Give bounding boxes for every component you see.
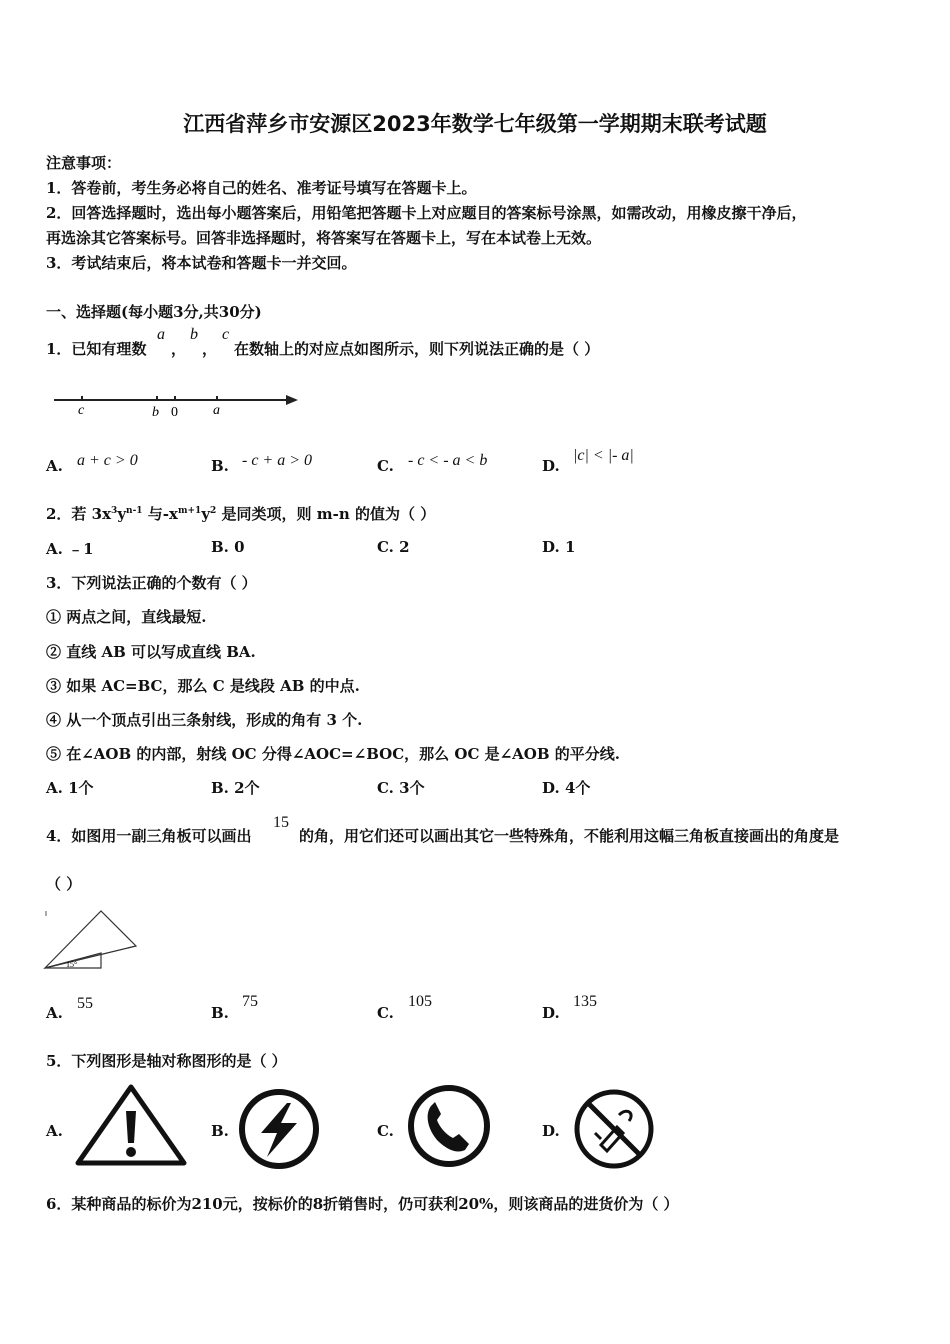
page-title: 江西省萍乡市安源区2023年数学七年级第一学期期末联考试题 [183,112,767,136]
q5-option-d-letter[interactable]: D. [542,1122,560,1140]
q2-option-a-value: ﹣1 [68,540,94,558]
q2-part-5: 是同类项，则 m-n 的值为（ ） [216,505,436,523]
q4-option-a-value: 55 [77,995,93,1012]
q3-option-a-letter: A. [46,779,63,797]
q2-option-b[interactable] [211,538,245,556]
q2-option-c[interactable] [377,538,410,556]
q3-option-b[interactable] [211,777,260,798]
q1-sep-2: ， [202,340,218,358]
warning-sign-icon [74,1083,188,1167]
q1-option-b-expr: - c + a > 0 [242,452,313,469]
q3-option-d-letter: D. [542,779,560,797]
q2-option-b-value: 0 [234,538,245,556]
axis-label-a: a [213,403,220,418]
q1-option-d-letter[interactable]: D. [542,457,560,475]
q1-stem-suffix: 在数轴上的对应点如图所示，则下列说法正确的是（ ） [234,340,600,358]
q1-option-d-expr: |c| < |- a| [573,447,634,464]
q4-option-b-letter[interactable]: B. [211,1004,229,1022]
q2-sup-2: n-1 [126,506,143,516]
q2-sup-1: 3 [111,506,118,516]
q1-stem-prefix: 1．已知有理数 [46,340,147,358]
q2-option-d-value: 1 [564,538,576,556]
q1-option-c-expr: - c < - a < b [408,452,488,469]
q1-option-a-letter[interactable]: A. [46,457,63,475]
q1-option-c-letter[interactable]: C. [377,457,394,475]
q3-option-d-value: 4个 [564,779,591,797]
q2-option-a-letter: A. [46,540,63,558]
q4-stem-suffix: 的角，用它们还可以画出其它一些特殊角，不能利用这幅三角板直接画出的角度是 [299,827,840,845]
q2-stem [46,503,435,524]
notice-item-3: 3．考试结束后，将本试卷和答题卡一并交回。 [46,254,357,272]
notice-item-1: 1．答卷前，考生务必将自己的姓名、准考证号填写在答题卡上。 [46,179,477,197]
q5-stem: 5．下列图形是轴对称图形的是（ ） [46,1052,287,1070]
q2-part-3: 与-x [142,505,178,523]
q4-angle: 15 [273,814,289,831]
q1-option-b-letter[interactable]: B. [211,457,229,475]
figure-angle-label: 15° [66,960,78,969]
q4-option-d-letter[interactable]: D. [542,1004,560,1022]
number-line-arrow [286,395,298,405]
q3-option-b-letter: B. [211,779,229,797]
lightning-bolt-icon [237,1087,321,1171]
q2-part-4: y [201,505,211,523]
axis-label-0: 0 [171,405,178,420]
no-smoking-icon [571,1087,657,1171]
q4-option-c-letter[interactable]: C. [377,1004,394,1022]
q1-option-a-expr: a + c > 0 [77,452,138,469]
telephone-icon [405,1084,493,1168]
q3-statement-5: ⑤ 在∠AOB 的内部，射线 OC 分得∠AOC=∠BOC，那么 OC 是∠AOB 的平分线. [46,745,621,763]
q3-option-a-value: 1个 [68,779,94,797]
q4-stem-paren: （ ） [46,875,82,893]
q4-option-b-value: 75 [242,993,258,1010]
q2-option-b-letter: B. [211,538,229,556]
q3-statement-3: ③ 如果 AC=BC，那么 C 是线段 AB 的中点. [46,677,360,695]
notice-item-2a: 2．回答选择题时，选出每小题答案后，用铅笔把答题卡上对应题目的答案标号涂黑，如需改动，用橡皮擦干净后， [46,204,807,222]
q3-option-b-value: 2个 [234,779,260,797]
angle-ray [45,946,136,968]
q2-part-1: 2．若 3x [46,505,112,523]
q3-option-c-value: 3个 [399,779,425,797]
q3-option-c[interactable] [377,777,425,798]
q4-option-a-letter[interactable]: A. [46,1004,63,1022]
notice-item-2b: 再选涂其它答案标号。回答非选择题时，将答案写在答题卡上，写在本试卷上无效。 [46,229,602,247]
q4-option-d-value: 135 [573,993,597,1010]
q4-stem-prefix: 4．如图用一副三角板可以画出 [46,827,252,845]
q5-option-c-letter[interactable]: C. [377,1122,394,1140]
q2-part-2: y [117,505,127,523]
q2-sup-4: 2 [210,506,217,516]
q2-option-c-letter: C. [377,538,394,556]
q2-sup-3: m+1 [177,506,202,516]
axis-label-b: b [152,405,159,420]
q2-option-d-letter: D. [542,538,560,556]
q1-var-c: c [222,326,230,343]
q3-statement-4: ④ 从一个顶点引出三条射线，形成的角有 3 个. [46,711,363,729]
q5-option-a-letter[interactable]: A. [46,1122,63,1140]
number-line-figure [50,386,305,422]
q1-sep-1: ， [171,340,187,358]
notice-heading: 注意事项： [46,154,122,172]
axis-label-c: c [78,403,85,418]
q6-stem: 6．某种商品的标价为210元，按标价的8折销售时，仍可获利20%，则该商品的进货价为（ ） [46,1195,679,1213]
q2-option-d[interactable] [542,538,575,556]
q3-option-c-letter: C. [377,779,394,797]
q3-option-a[interactable] [46,777,94,798]
q2-option-a[interactable] [46,538,94,559]
q3-stem: 3．下列说法正确的个数有（ ） [46,574,257,592]
q3-statement-2: ② 直线 AB 可以写成直线 BA. [46,643,256,661]
q1-var-a: a [157,326,165,343]
q3-statement-1: ① 两点之间，直线最短. [46,608,207,626]
q3-option-d[interactable] [542,777,590,798]
set-square-45 [45,911,136,968]
triangle-set-figure [42,908,142,974]
q5-option-b-letter[interactable]: B. [211,1122,229,1140]
q2-option-c-value: 2 [399,538,410,556]
section-heading: 一、选择题(每小题3分,共30分) [46,303,262,321]
q1-var-b: b [190,326,198,343]
q4-option-c-value: 105 [408,993,432,1010]
